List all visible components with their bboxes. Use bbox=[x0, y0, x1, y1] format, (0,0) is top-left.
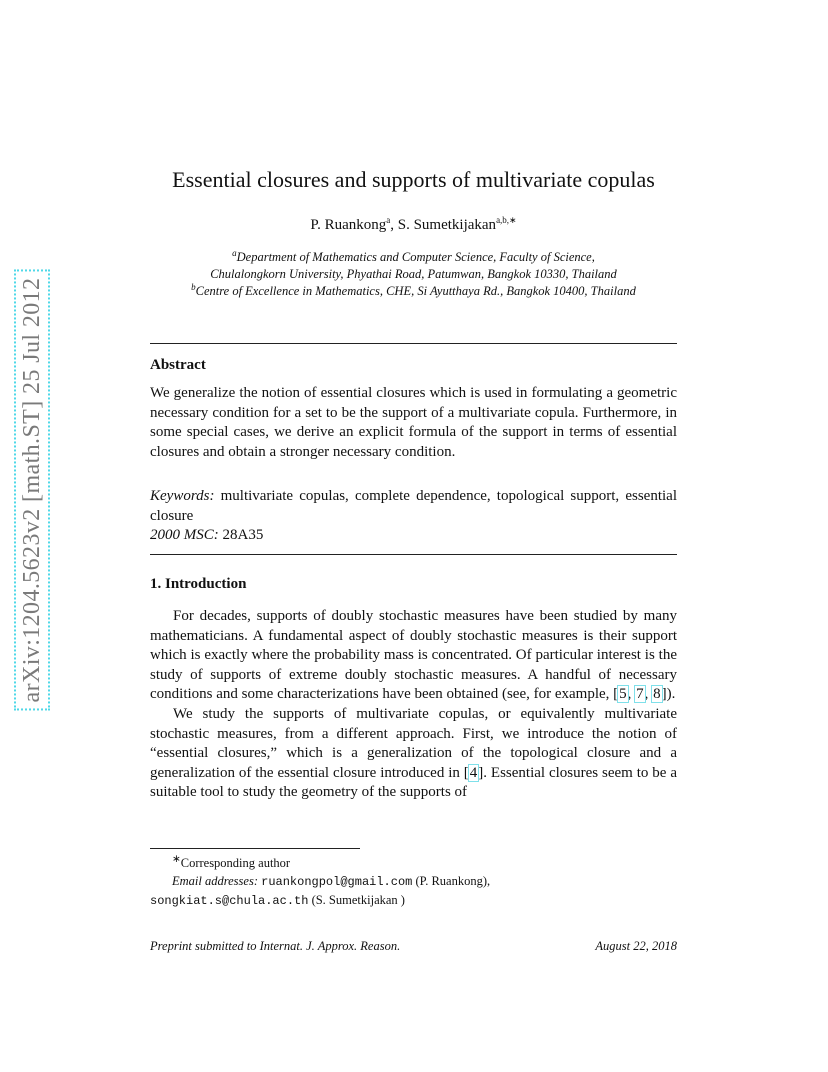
paper-title: Essential closures and supports of multivariate copulas bbox=[172, 167, 655, 192]
email-label: Email addresses: bbox=[172, 874, 258, 889]
footnote-mark: ∗ bbox=[172, 854, 181, 865]
section-heading-introduction: 1. Introduction bbox=[150, 576, 247, 592]
abstract-bottom-rule bbox=[150, 554, 677, 555]
paragraph-text: ]). bbox=[661, 686, 676, 703]
author-separator: , bbox=[390, 217, 398, 233]
footer-date: August 22, 2018 bbox=[595, 939, 677, 953]
arxiv-stamp-text[interactable]: arXiv:1204.5623v2 [math.ST] 25 Jul 2012 bbox=[14, 270, 50, 711]
citation-separator: , bbox=[627, 686, 636, 703]
affiliation-mark: a bbox=[232, 247, 237, 258]
introduction-body bbox=[150, 607, 677, 803]
keywords-text: multivariate copulas, complete dependence, topological support, essential closure bbox=[150, 488, 677, 524]
abstract-heading: Abstract bbox=[150, 357, 206, 373]
keywords-label: Keywords: bbox=[150, 488, 215, 504]
abstract-text: We generalize the notion of essential closures which is used in formulating a geometric necessary condition for a set to be the support of a multivariate copula. Furthermore, in some special cases, we derive an explicit formula of the support in terms of essential closures and obtain a stronger necessary condition. bbox=[150, 385, 677, 460]
affiliations bbox=[140, 249, 687, 300]
author-name: P. Ruankong bbox=[310, 217, 387, 233]
affiliation-text: Department of Mathematics and Computer Science, Faculty of Science, bbox=[236, 250, 595, 264]
footer-preprint-note: Preprint submitted to Internat. J. Approx. Reason. bbox=[150, 939, 401, 953]
paragraph-text: We study the supports of multivariate copulas, or equivalently multivariate stochastic measures, from a different approach. First, we introduce the notion of “essential closures,” which is a generalization of the topological closure and a generalization of the essential closure introduced in [ bbox=[150, 705, 677, 781]
email-address[interactable]: songkiat.s@chula.ac.th bbox=[150, 894, 309, 909]
arxiv-identifier-stamp[interactable] bbox=[10, 255, 54, 725]
email-owner: (S. Sumetkijakan ) bbox=[308, 893, 405, 908]
author-affiliation-mark: a,b,∗ bbox=[496, 215, 517, 225]
citation-link[interactable]: 4 bbox=[469, 764, 478, 781]
author-list bbox=[150, 215, 677, 235]
email-note bbox=[150, 872, 677, 891]
author-affiliation-mark: a bbox=[386, 215, 391, 225]
footnote-rule bbox=[150, 848, 360, 849]
msc-value: 28A35 bbox=[222, 527, 264, 544]
citation-link[interactable]: 5 bbox=[619, 686, 627, 703]
email-address[interactable]: ruankongpol@gmail.com bbox=[261, 875, 413, 890]
email-note-cont bbox=[150, 891, 677, 910]
email-owner: (P. Ruankong), bbox=[412, 874, 491, 889]
paragraph-text: For decades, supports of doubly stochastic measures have been studied by many mathematicians. A fundamental aspect of doubly stochastic measures is their support which is exactly where the probability mass is concentrated. Of particular interest is the study of supports of extreme doubly stochastic measures. A handful of necessary conditions and some characterizations have been obtained (see, for example, [ bbox=[150, 608, 677, 703]
abstract-top-rule bbox=[150, 343, 677, 344]
citation-link[interactable]: 8 bbox=[653, 686, 661, 703]
author-name: S. Sumetkijakan bbox=[397, 217, 497, 233]
affiliation-a-line2: Chulalongkorn University, Phyathai Road, Patumwan, Bangkok 10330, Thailand bbox=[210, 267, 617, 281]
paragraph bbox=[150, 607, 677, 705]
affiliation-b bbox=[140, 283, 687, 300]
msc-label: 2000 MSC: bbox=[150, 527, 219, 544]
paragraph-text: ]. Essential closures seem to be a suitable tool to study the geometry of the supports of bbox=[150, 764, 677, 801]
page-footer bbox=[150, 938, 677, 954]
citation-separator: , bbox=[644, 686, 653, 703]
affiliation-a-line1 bbox=[140, 249, 687, 266]
paragraph bbox=[150, 705, 677, 803]
affiliation-mark: b bbox=[191, 281, 196, 292]
corresponding-author-note bbox=[150, 851, 677, 872]
citation-link[interactable]: 7 bbox=[636, 686, 644, 703]
footnote-text: Corresponding author bbox=[180, 856, 291, 871]
keywords-block bbox=[150, 487, 677, 546]
footnotes bbox=[150, 851, 677, 910]
affiliation-text: Centre of Excellence in Mathematics, CHE, Si Ayutthaya Rd., Bangkok 10400, Thailand bbox=[195, 284, 636, 298]
